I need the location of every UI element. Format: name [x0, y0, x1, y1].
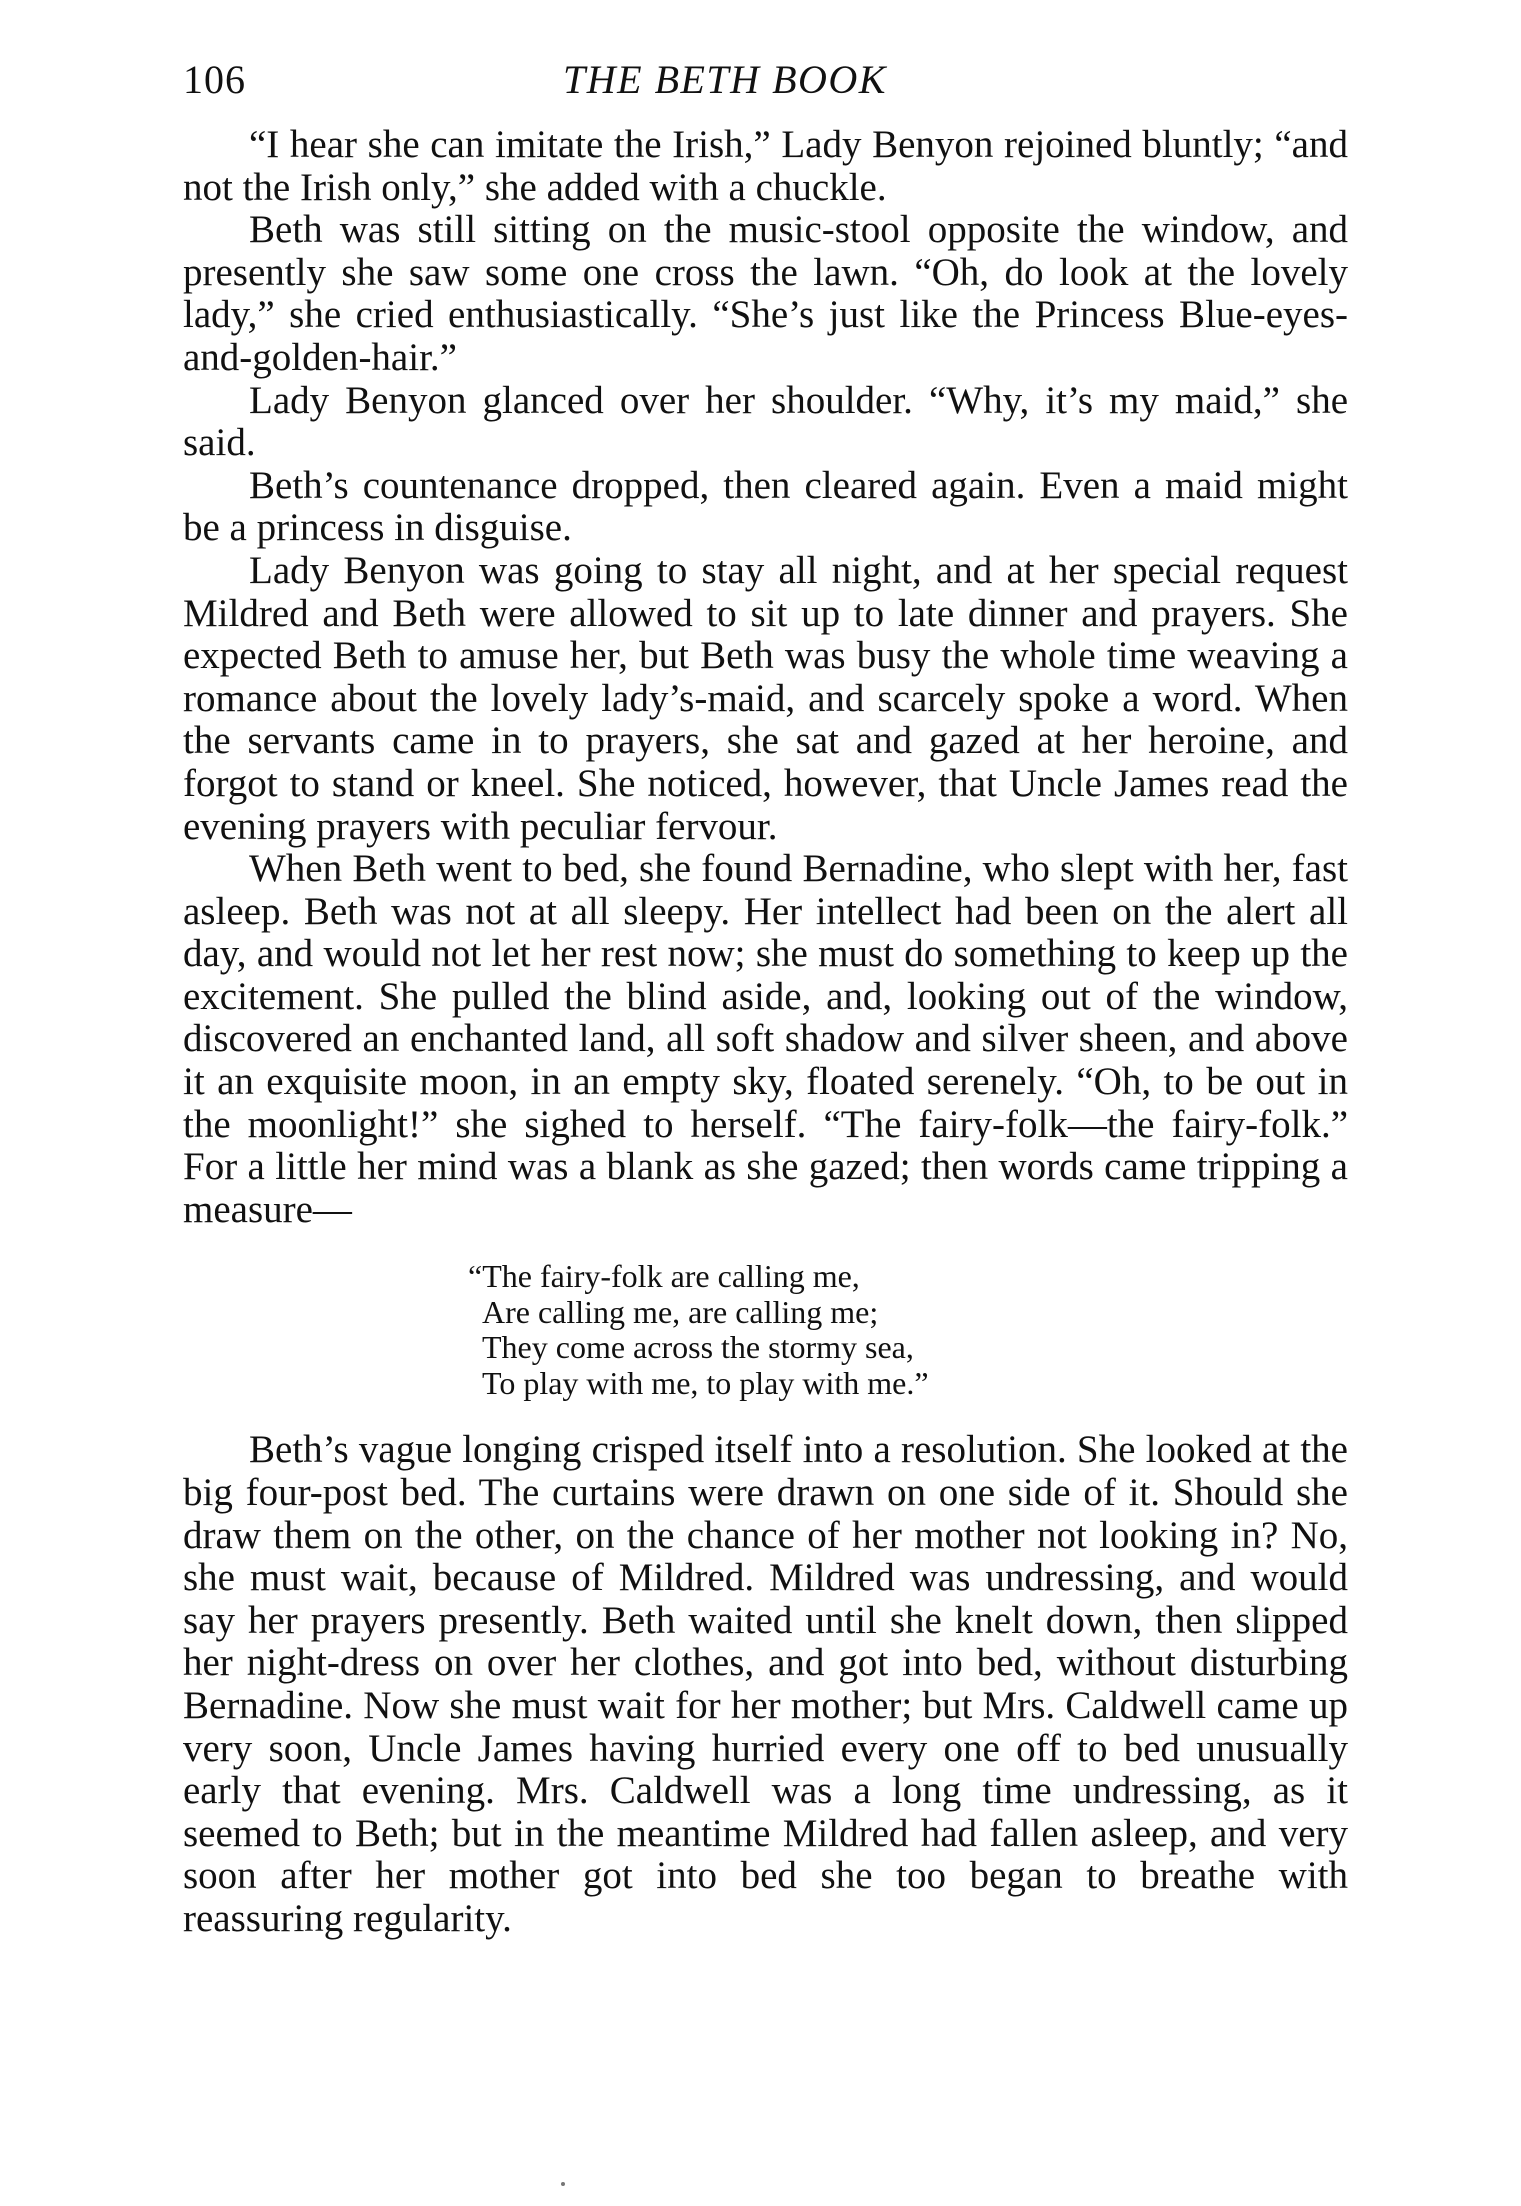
body-text: [183, 124, 1348, 1941]
paragraph: Beth’s vague longing crisped itself into a resolution. She looked at the big four-post bed. The curtains were drawn on one side of it. Should she draw them on the other, on the chance of her mother not looking in? No, she must wait, because of Mildred. Mildred was undressing, and would say her prayers presently. Beth waited until she knelt down, then slipped her night-dress on over her clothes, and got into bed, without disturbing Bernadine. Now she must wait for her mother; but Mrs. Caldwell came up very soon, Uncle James having hurried every one off to bed unusually early that evening. Mrs. Caldwell was a long time undressing, as it seemed to Beth; but in the meantime Mildred had fallen asleep, and very soon after her mother got into bed she too began to breathe with reassuring regularity.: [183, 1428, 1348, 1940]
paragraph: Lady Benyon was going to stay all night, and at her special request Mildred and Beth were allowed to sit up to late dinner and prayers. She expected Beth to amuse her, but Beth was busy the whole time weaving a romance about the lovely lady’s-maid, and scarcely spoke a word. When the servants came in to prayers, she sat and gazed at her heroine, and forgot to stand or kneel. She noticed, however, that Uncle James read the evening prayers with peculiar fervour.: [183, 548, 1348, 848]
paragraph: “I hear she can imitate the Irish,” Lady Benyon rejoined bluntly; “and not the Irish only,” she added with a chuckle.: [183, 123, 1348, 209]
paragraph: Lady Benyon glanced over her shoulder. “Why, it’s my maid,” she said.: [183, 378, 1348, 465]
verse-line: Are calling me, are calling me;: [482, 1293, 879, 1330]
verse-line: To play with me, to play with me.”: [482, 1364, 929, 1401]
print-speck: [561, 2182, 565, 2186]
verse-line: They come across the stormy sea,: [482, 1329, 914, 1366]
verse-stanza: [183, 1259, 1348, 1401]
paragraph: When Beth went to bed, she found Bernadine, who slept with her, fast asleep. Beth was not at all sleepy. Her intellect had been on the alert all day, and would not let her rest now; she must do something to keep up the excitement. She pulled the blind aside, and, looking out of the window, discovered an enchanted land, all soft shadow and silver sheen, and above it an exquisite moon, in an empty sky, floated serenely. “Oh, to be out in the moonlight!” she sighed to herself. “The fairy-folk—the fairy-folk.” For a little her mind was a blank as she gazed; then words came tripping a measure—: [183, 847, 1348, 1231]
page-number: 106: [183, 57, 246, 102]
paragraph: Beth was still sitting on the music-stool opposite the window, and presently she saw some one cross the lawn. “Oh, do look at the lovely lady,” she cried enthusiastically. “She’s just like the Princess Blue-eyes-and-golden-hair.”: [183, 208, 1348, 379]
paragraph: Beth’s countenance dropped, then cleared again. Even a maid might be a princess in disguise.: [183, 463, 1348, 550]
running-title: THE BETH BOOK: [563, 57, 887, 102]
verse-line: “The fairy-folk are calling me,: [468, 1258, 860, 1295]
running-head: [183, 54, 1348, 106]
